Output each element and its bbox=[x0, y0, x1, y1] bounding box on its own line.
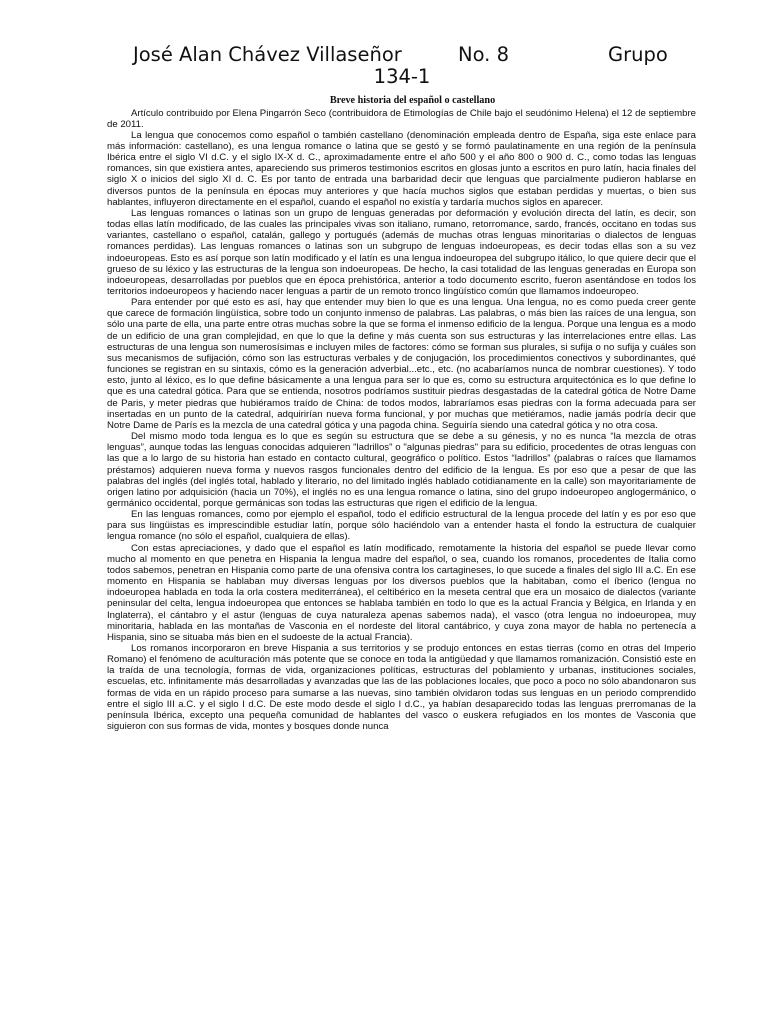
paragraph: Los romanos incorporaron en breve Hispania a sus territorios y se produjo entonces en estas tierras (como en otras del Imperio Romano) el fenómeno de aculturación más potente que se conoce en toda la antigüedad y que llamamos romanización. Consistió este en la traída de una tecnología, formas de vida, organizaciones políticas, estructuras del poblamiento y urbanas, instituciones sociales, escuelas, etc. infinitamente más desarrolladas y avanzadas que las de las poblaciones locales, que poco a poco no sólo abandonaron sus formas de vida en un rápido proceso para sumarse a las nuevas, sino también olvidaron todas sus lenguas en un periodo comprendido entre el siglo III a.C. y el siglo I d.C. De este modo desde el siglo I d.C., ya habían desaparecido todas las lenguas prerromanas de la península Ibérica, excepto una pequeña comunidad de hablantes del vasco o euskera refugiados en los montes de Vasconia que siguieron con sus formas de vida, montes y bosques donde nunca bbox=[107, 643, 696, 733]
paragraph: Las lenguas romances o latinas son un grupo de lenguas generadas por deformación y evolución directa del latín, es decir, son todas ellas latín modificado, de las cuales las principales vivas son italiano, rumano, retorromance, sardo, francés, occitano en todas sus variantes, castellano o español, catalán, gallego y portugués (además de muchas otras lenguas minoritarias o dialectos de lenguas romances perdidas). Las lenguas romances o latinas son un subgrupo de lenguas indoeuropeas, es decir todas ellas son a su vez indoeuropeas. Esto es así porque son latín modificado y el latín es una lengua indoeuropea del subgrupo itálico, lo que quiere decir que el grueso de su léxico y las estructuras de la lengua son indoeuropeas. De hecho, la casi totalidad de las lenguas generadas en Europa son indoeuropeas, desarrolladas por pueblos que en época prehistórica, anterior a todo documento escrito, fueron asentándose en todos los territorios indoeuropeos y haciendo nacer lenguas a partir de un remoto tronco lingüístico común que llamamos indoeuropeo. bbox=[107, 207, 696, 297]
paragraph: Del mismo modo toda lengua es lo que es según su estructura que se debe a su génesis, y no es nunca “la mezcla de otras lenguas”, aunque todas las lenguas conocidas adquieren "ladrillos" o "algunas piedras" para su edificio, procedentes de otras lenguas con las que a lo largo de su historia han estado en contacto cultural, geográfico o político. Estos “ladrillos” (palabras o raíces que llamamos préstamos) adquieren nueva forma y nuevos rasgos funcionales dentro del edificio de la lengua. Es por eso que a pesar de que las palabras del inglés (del inglés total, hablado y literario, no del limitado inglés hablado cotidianamente en la calle) son mayoritariamente de origen latino por adquisición (hacia un 70%), el inglés no es una lengua romance o latina, sino del grupo indoeuropeo anglogermánico, o germánico occidental, porque germánicas son todas las estructuras que rigen el edificio de la lengua. bbox=[107, 431, 696, 509]
paragraph: Para entender por qué esto es así, hay que entender muy bien lo que es una lengua. Una lengua, no es como pueda creer gente que carece de formación lingüística, sobre todo un conjunto inmenso de palabras. Las palabras, o más bien las raíces de una lengua, son sólo una parte de ella, una parte entre otras muchas sobre la que se forma el inmenso edificio de la lengua. Porque una lengua es a modo de un edificio de una gran complejidad, en que lo que la define y más cuenta son sus estructuras y las interrelaciones entre ellas. Las estructuras de una lengua son numerosísimas e incluyen miles de factores: cómo se forman sus plurales, si sufija o no sufija y cuáles son sus mecanismos de sufijación, cómo son las estructuras verbales y de conjugación, los procedimientos conectivos y subordinantes, qué funciones se registran en su sintaxis, cómo es la generación adverbial...etc., etc. (no acabaríamos nunca de nombrar cuestiones). Y todo esto, junto al léxico, es lo que define básicamente a una lengua para ser lo que es, como su estructura arquitectónica es lo que define lo que es una catedral gótica. Para que se entienda, nosotros podríamos sustituir piedras desgastadas de la catedral gótica de Notre Dame de Paris, y meter piedras que hubiéramos traído de China: de todos modos, labraríamos esas piedras con la forma adecuada para ser insertadas en un punto de la catedral, adquirirían nueva forma funcional, y por muchas que metiéramos, nadie jamás podría decir que Notre Dame de París es la mezcla de una catedral gótica y una pagoda china. Seguiría siendo una catedral gótica y no otra cosa. bbox=[107, 297, 696, 431]
paragraph: Con estas apreciaciones, y dado que el español es latín modificado, remotamente la historia del español se puede llevar como mucho al momento en que penetra en Hispania la lengua madre del español, o sea, cuando los romanos, procedentes de Italia como todos sabemos, penetran en Hispania como parte de una ofensiva contra los cartagineses, lo que sucede a finales del siglo III a.C. En ese momento en Hispania se hablaban muy diversas lenguas por los diversos pueblos que la habitaban, como el íberico (lengua no indoeuropea hablada en toda la orla costera mediterránea), el celtibérico en la meseta central que era un mosaico de dialectos (variante peninsular del celta, lengua indoeuropea que entonces se hablaba también en todo lo que es la actual Francia y Bélgica, en Irlanda y en Inglaterra), el cántabro y el astur (lenguas de cuya naturaleza apenas sabemos nada), el vasco (otra lengua no indoeuropea, muy minoritaria, hablada en las montañas de Vasconia en el nordeste del litoral cantábrico, y cuya zona mayor de habla no pertenecía a Hispania, sino se situaba más bien en el sudoeste de la actual Francia). bbox=[107, 542, 696, 643]
article-title: Breve historia del español o castellano bbox=[329, 95, 496, 106]
student-name: José Alan Chávez Villaseñor bbox=[133, 43, 402, 66]
paragraph-attribution: Artículo contribuido por Elena Pingarrón Seco (contribuidora de Etimologías de Chile bajo el seudónimo Helena) el 12 de septiembre de 2011. bbox=[107, 107, 696, 130]
paragraph: En las lenguas romances, como por ejemplo el español, todo el edificio estructural de la lengua procede del latín y es por eso que para sus lingüistas es imprescindible estudiar latín, porque sólo haciéndolo van a entender hasta el fondo la estructura de cualquier lengua romance (no sólo el español, cualquiera de ellas). bbox=[107, 509, 696, 543]
group-number: 134-1 bbox=[373, 65, 431, 88]
student-number: No. 8 bbox=[458, 43, 509, 66]
article-body bbox=[107, 95, 696, 732]
group-label: Grupo bbox=[608, 43, 668, 66]
paragraph: La lengua que conocemos como español o también castellano (denominación empleada dentro de España, siga este enlace para más información: castellano), es una lengua romance o latina que se gestó y se formó paulatinamente en una región de la península Ibérica entre el siglo VI d.C. y el siglo IX-X d. C., aproximadamente entre el año 500 y el año 800 o 900 d. C., como todas las lenguas romances, sin que existiera antes, apareciendo sus primeros testimonios escritos en glosas junto a escritos en puro latín, hacia finales del siglo X o inicios del siglo XI d. C. Es por tanto de entrada una barbaridad decir que lenguas que parcialmente pudieron hablarse en diversos puntos de la península en épocas muy anteriores y que hacía muchos siglos que estaban perdidas y muertas, o bien sus hablantes, influyeron directamente en el español, cuando el español no existía y tardaría muchos siglos en aparecer. bbox=[107, 129, 696, 208]
student-header bbox=[0, 44, 768, 88]
